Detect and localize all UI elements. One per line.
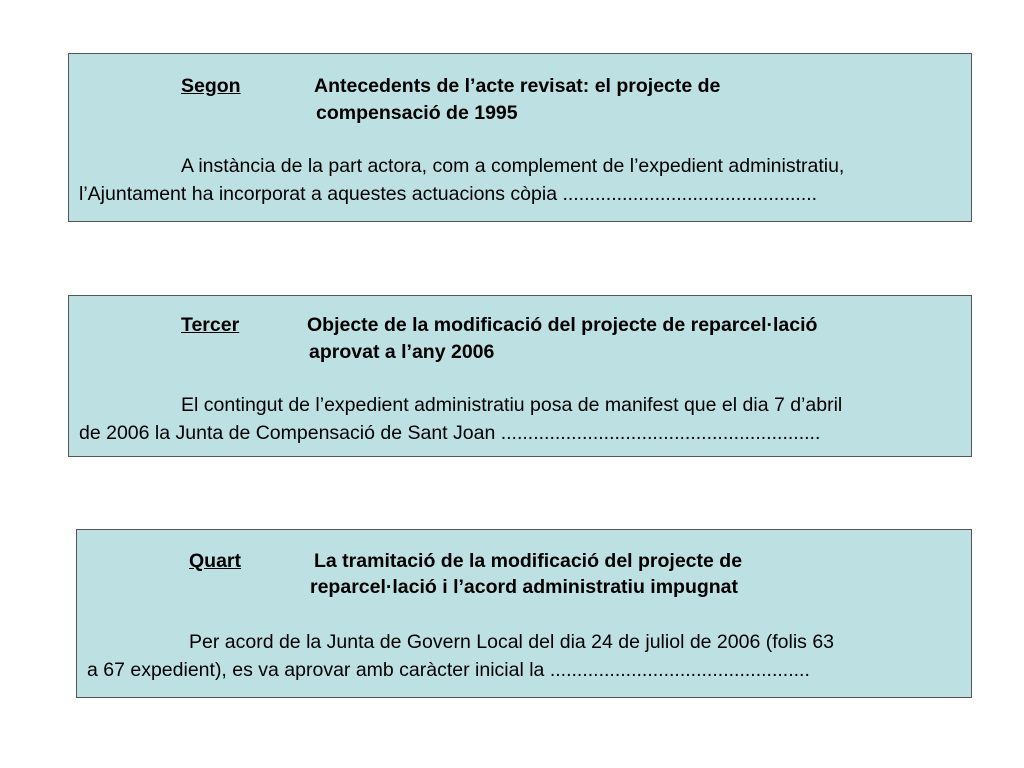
section-body-line1: Per acord de la Junta de Govern Local del dia 24 de juliol de 2006 (folis 63	[189, 631, 835, 653]
section-heading-line1: La tramitació de la modificació del projecte de	[314, 550, 743, 572]
section-body-line2: a 67 expedient), es va aprovar amb caràcter inicial la ................................................	[87, 659, 810, 681]
section-heading-line1: Antecedents de l’acte revisat: el projecte de	[314, 75, 721, 97]
section-body-line1: A instància de la part actora, com a complement de l’expedient administratiu,	[181, 155, 845, 177]
section-body-line2: l’Ajuntament ha incorporat a aquestes actuacions còpia ...............................................	[79, 183, 818, 205]
section-tercer-box	[68, 295, 972, 457]
section-segon-box	[68, 53, 972, 222]
section-label: Tercer	[181, 314, 240, 336]
section-heading-line2: aprovat a l’any 2006	[309, 341, 495, 363]
section-heading-line2: compensació de 1995	[316, 102, 518, 124]
section-body-line1: El contingut de l’expedient administratiu posa de manifest que el dia 7 d’abril	[181, 394, 843, 416]
section-label: Segon	[181, 75, 241, 97]
section-heading-line1: Objecte de la modificació del projecte de reparcel·lació	[307, 314, 818, 336]
section-label: Quart	[189, 550, 242, 572]
section-quart-box	[76, 529, 972, 698]
section-heading-line2: reparcel·lació i l’acord administratiu impugnat	[310, 576, 739, 598]
section-body-line2: de 2006 la Junta de Compensació de Sant Joan ...........................................................	[79, 422, 821, 444]
